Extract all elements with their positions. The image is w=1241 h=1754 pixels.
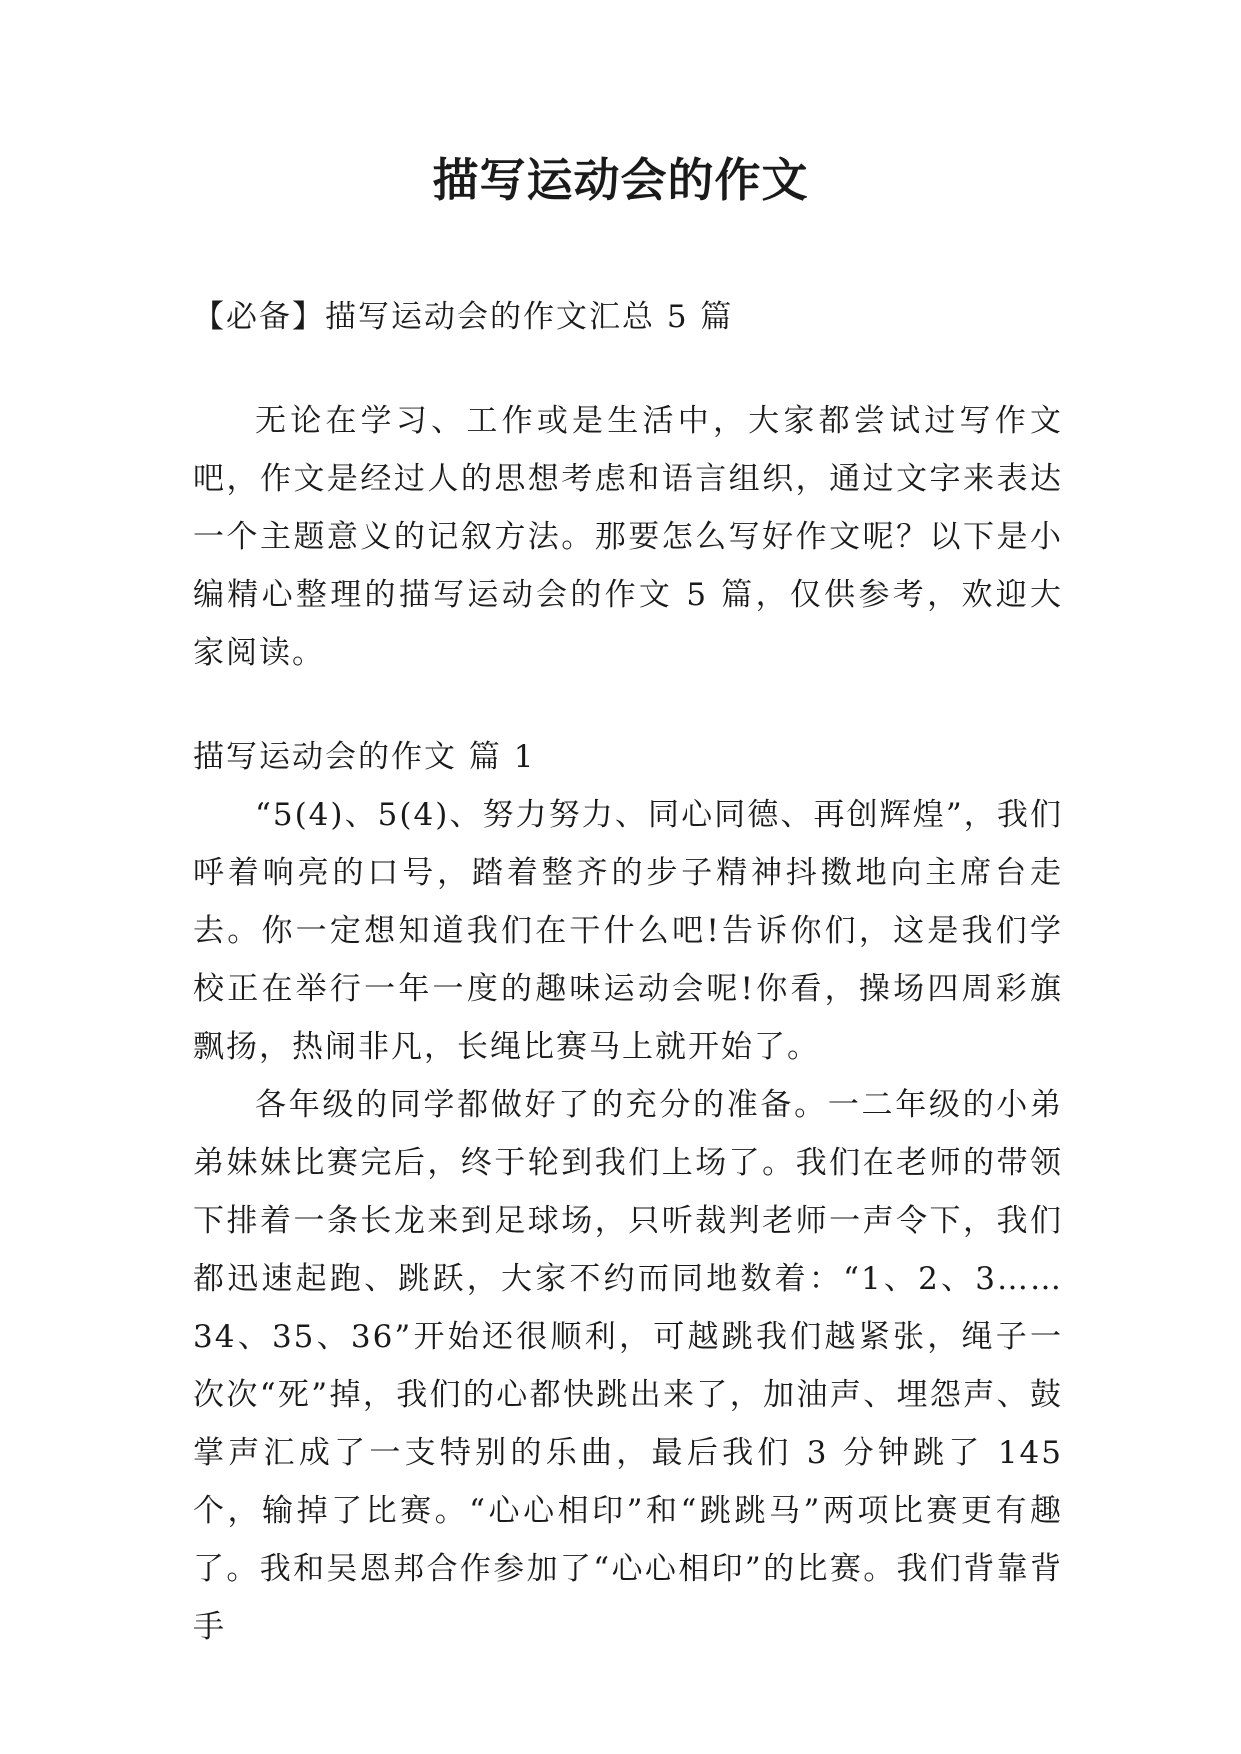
section-heading: 描写运动会的作文 篇 1	[193, 739, 536, 775]
body-paragraph-1: “5(4)、5(4)、努力努力、同心同德、再创辉煌”，我们呼着响亮的口号，踏着整齐的步子精神抖擞地向主席台走去。你一定想知道我们在干什么吧!告诉你们，这是我们学校正在举行一年一度的趣味运动会呢!你看，操场四周彩旗飘扬，热闹非凡，长绳比赛马上就开始了。	[193, 797, 1063, 1065]
document-title: 描写运动会的作文	[432, 153, 809, 207]
body-paragraph-2: 各年级的同学都做好了的充分的准备。一二年级的小弟弟妹妹比赛完后，终于轮到我们上场了。我们在老师的带领下排着一条长龙来到足球场，只听裁判老师一声令下，我们都迅速起跑、跳跃，大家不约而同地数着：“1、2、3……34、35、36”开始还很顺利，可越跳我们越紧张，绳子一次次“死”掉，我们的心都快跳出来了，加油声、埋怨声、鼓掌声汇成了一支特别的乐曲，最后我们 3 分钟跳了 145 个，输掉了比赛。“心心相印”和“跳跳马”两项比赛更有趣了。我和吴恩邦合作参加了“心心相印”的比赛。我们背靠背手	[193, 1087, 1063, 1645]
document-body	[193, 288, 1063, 1656]
intro-paragraph: 无论在学习、工作或是生活中，大家都尝试过写作文吧，作文是经过人的思想考虑和语言组织，通过文字来表达一个主题意义的记叙方法。那要怎么写好作文呢？以下是小编精心整理的描写运动会的作文 5 篇，仅供参考，欢迎大家阅读。	[193, 403, 1063, 671]
document-subtitle: 【必备】描写运动会的作文汇总 5 篇	[193, 299, 734, 335]
